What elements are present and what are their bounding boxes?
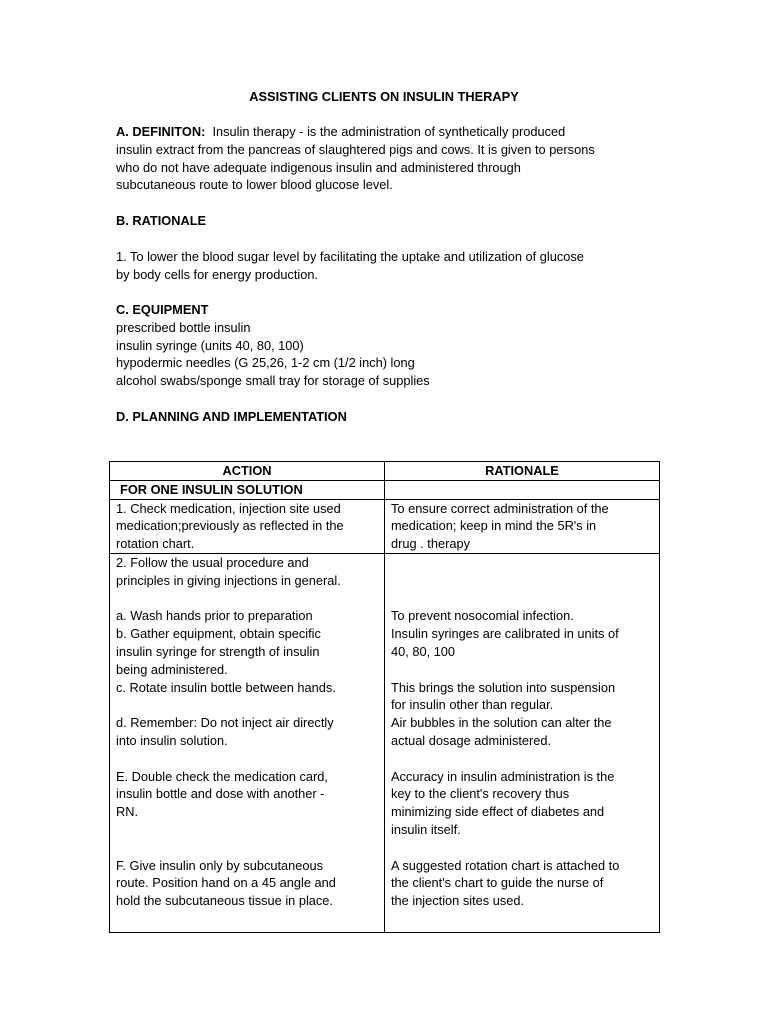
- row1-rationale-line: drug . therapy: [391, 536, 470, 552]
- equipment-item: alcohol swabs/sponge small tray for storage of supplies: [116, 373, 430, 389]
- step-e-rationale: minimizing side effect of diabetes and: [391, 804, 605, 820]
- definition-text-1: Insulin therapy - is the administration of synthetically produced: [212, 124, 566, 139]
- planning-section: [116, 408, 656, 426]
- definition-heading: A. DEFINITON:: [116, 124, 206, 139]
- step-d-action: into insulin solution.: [116, 732, 228, 748]
- row2-rationale: [385, 553, 660, 932]
- row1-action-line: medication;previously as reflected in the: [116, 518, 344, 534]
- definition-line-3: who do not have adequate indigenous insulin and administered through: [116, 159, 521, 175]
- step-b-action: insulin syringe for strength of insulin: [116, 643, 320, 659]
- step-f-rationale: the client's chart to guide the nurse of: [391, 875, 604, 891]
- step-a-action: a. Wash hands prior to preparation: [116, 608, 313, 624]
- action-rationale-table: [109, 461, 660, 933]
- table-header-row: [110, 462, 660, 481]
- document-title: ASSISTING CLIENTS ON INSULIN THERAPY: [249, 89, 519, 104]
- step-d-rationale: Air bubbles in the solution can alter the: [391, 715, 612, 731]
- row1-rationale: [385, 499, 660, 553]
- step-c-rationale: for insulin other than regular.: [391, 697, 554, 713]
- table-section-row: [110, 480, 660, 499]
- row1-rationale-line: To ensure correct administration of the: [391, 500, 609, 516]
- step-e-action: insulin bottle and dose with another -: [116, 786, 325, 802]
- rationale-body: [116, 248, 656, 284]
- step-e-action: RN.: [116, 804, 139, 820]
- equipment-item: prescribed bottle insulin: [116, 319, 251, 335]
- definition-line-2: insulin extract from the pancreas of slaughtered pigs and cows. It is given to persons: [116, 141, 595, 157]
- rationale-section: [116, 212, 656, 230]
- equipment-heading: C. EQUIPMENT: [116, 302, 209, 317]
- definition-section: [116, 123, 656, 194]
- step-b-rationale: 40, 80, 100: [391, 643, 456, 659]
- step-a-rationale: To prevent nosocomial infection.: [391, 608, 574, 624]
- row2-intro-line: 2. Follow the usual procedure and: [116, 554, 309, 570]
- table-row: [110, 553, 660, 932]
- step-c-action: c. Rotate insulin bottle between hands.: [116, 679, 336, 695]
- row2-intro-line: principles in giving injections in general.: [116, 572, 341, 588]
- row1-action-line: 1. Check medication, injection site used: [116, 500, 341, 516]
- step-b-action: b. Gather equipment, obtain specific: [116, 626, 321, 642]
- step-b-action: being administered.: [116, 661, 228, 677]
- equipment-item: insulin syringe (units 40, 80, 100): [116, 337, 304, 353]
- table-row: [110, 499, 660, 553]
- equipment-item: hypodermic needles (G 25,26, 1-2 cm (1/2 inch) long: [116, 355, 415, 371]
- section-title: FOR ONE INSULIN SOLUTION: [110, 480, 385, 499]
- step-e-rationale: Accuracy in insulin administration is the: [391, 768, 615, 784]
- row1-action-line: rotation chart.: [116, 536, 195, 552]
- row1-rationale-line: medication; keep in mind the 5R's in: [391, 518, 597, 534]
- step-c-rationale: This brings the solution into suspension: [391, 679, 616, 695]
- step-e-rationale: key to the client's recovery thus: [391, 786, 570, 802]
- definition-line-4: subcutaneous route to lower blood glucose level.: [116, 177, 393, 193]
- step-b-rationale: Insulin syringes are calibrated in units of: [391, 626, 619, 642]
- row2-action: [110, 553, 385, 932]
- planning-heading: D. PLANNING AND IMPLEMENTATION: [116, 409, 347, 424]
- section-title-empty: [385, 480, 660, 499]
- row1-action: [110, 499, 385, 553]
- step-f-action: F. Give insulin only by subcutaneous: [116, 857, 323, 873]
- rationale-heading: B. RATIONALE: [116, 213, 207, 228]
- header-action: ACTION: [110, 462, 385, 481]
- equipment-section: [116, 301, 656, 390]
- step-d-action: d. Remember: Do not inject air directly: [116, 715, 334, 731]
- step-e-rationale: insulin itself.: [391, 821, 461, 837]
- rationale-line-1: 1. To lower the blood sugar level by facilitating the uptake and utilization of glucose: [116, 249, 584, 264]
- step-f-action: hold the subcutaneous tissue in place.: [116, 893, 333, 909]
- rationale-line-2: by body cells for energy production.: [116, 266, 319, 282]
- definition-line-1: [116, 123, 656, 141]
- step-e-action: E. Double check the medication card,: [116, 768, 328, 784]
- header-rationale: RATIONALE: [385, 462, 660, 481]
- step-d-rationale: actual dosage administered.: [391, 732, 552, 748]
- step-f-rationale: the injection sites used.: [391, 893, 525, 909]
- step-f-action: route. Position hand on a 45 angle and: [116, 875, 336, 891]
- step-f-rationale: A suggested rotation chart is attached to: [391, 857, 620, 873]
